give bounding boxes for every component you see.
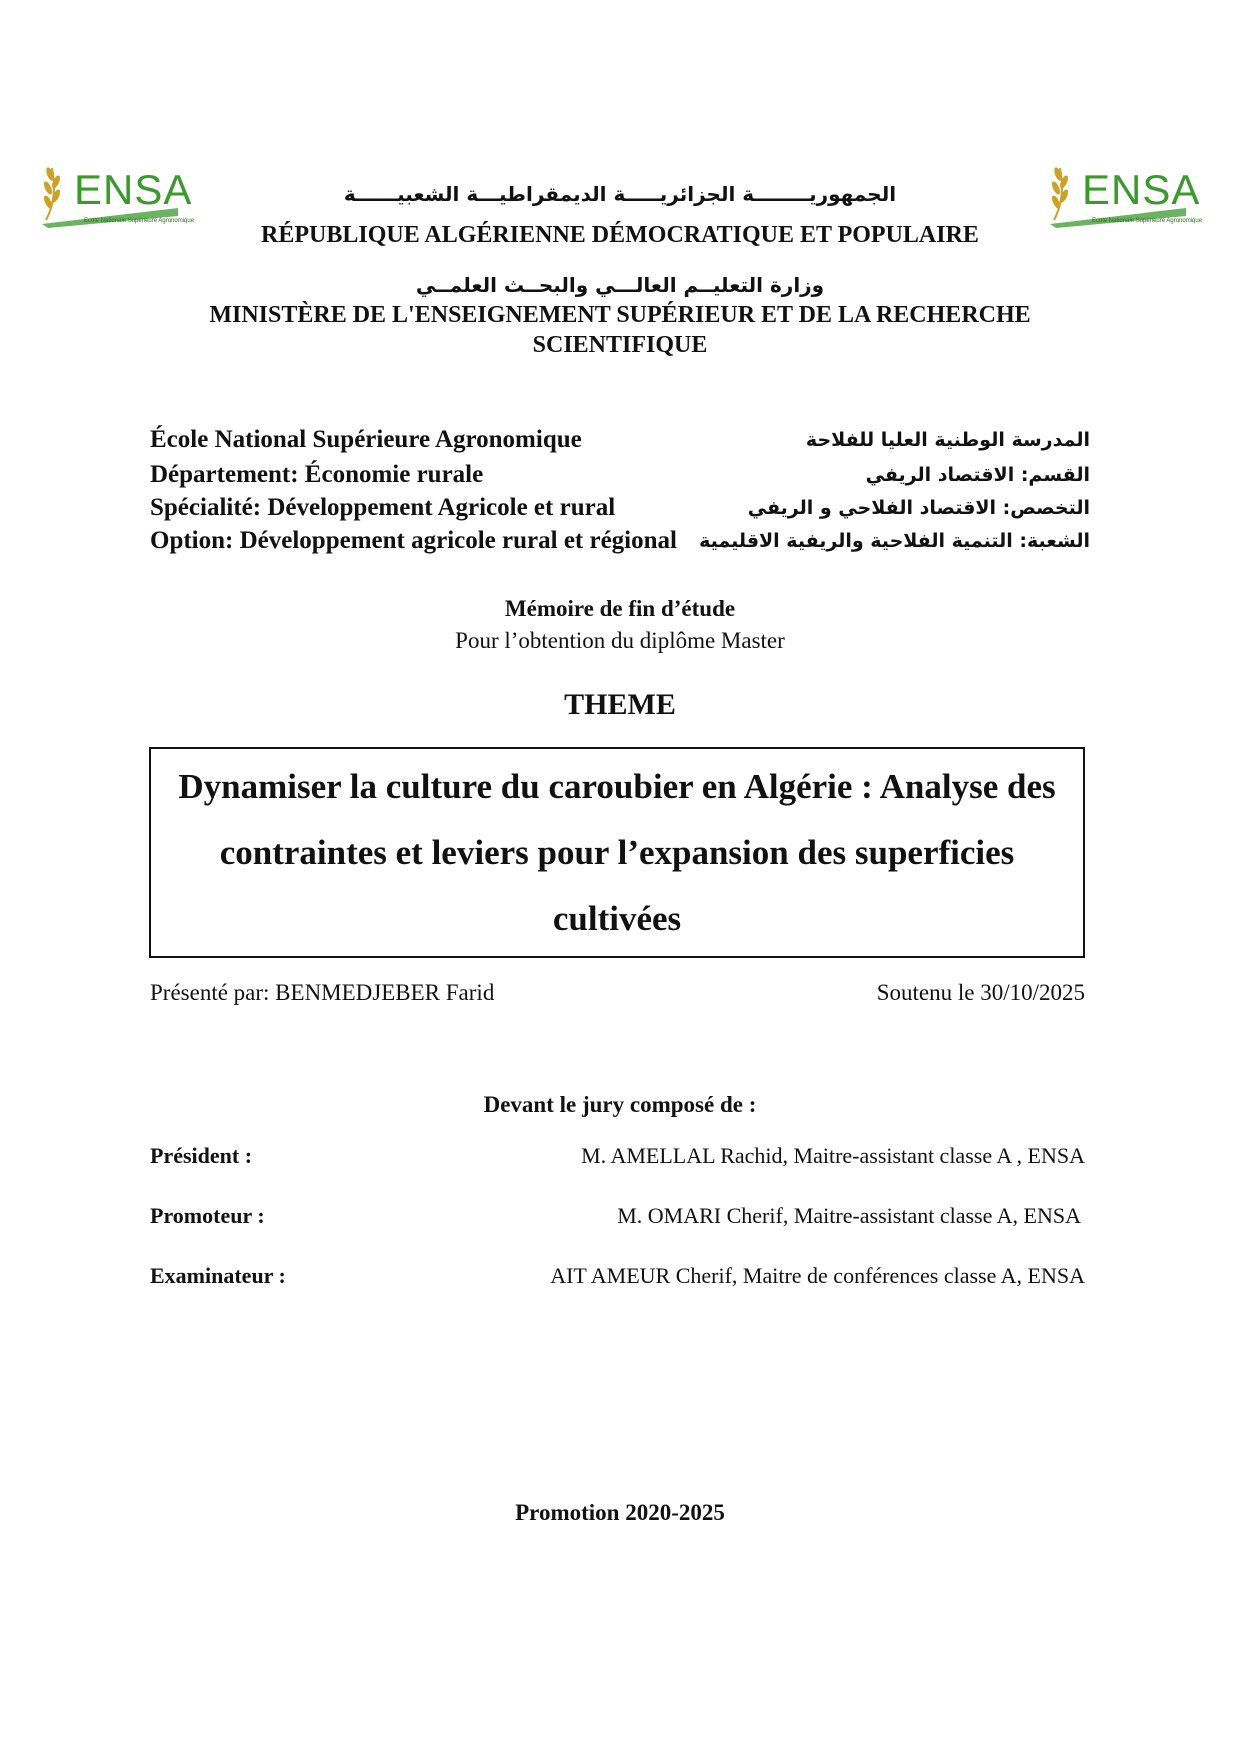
jury-member: AIT AMEUR Cherif, Maitre de conférences classe A, ENSA (550, 1263, 1085, 1288)
specialty-row (150, 494, 1090, 526)
jury-role: Promoteur : (150, 1203, 265, 1228)
jury-member: M. OMARI Cherif, Maitre-assistant classe A, ENSA (617, 1203, 1081, 1228)
ministry-french-line1: MINISTÈRE DE L'ENSEIGNEMENT SUPÉRIEUR ET DE LA RECHERCHE (209, 302, 1031, 328)
school-arabic: المدرسة الوطنية العليا للفلاحة (805, 429, 1090, 451)
school-french: École National Supérieure Agronomique (150, 426, 582, 453)
jury-member: M. AMELLAL Rachid, Maitre-assistant classe A , ENSA (581, 1143, 1085, 1168)
memoir-title: Mémoire de fin d’étude (504, 596, 736, 621)
department-row (150, 461, 1090, 493)
jury-role: Examinateur : (150, 1263, 286, 1288)
theme-box (149, 747, 1085, 958)
theme-title: Dynamiser la culture du caroubier en Algérie : Analyse des contraintes et leviers pour l’expansion des superficies cultivées (178, 766, 1056, 938)
department-french: Département: Économie rurale (150, 461, 484, 488)
jury-role: Président : (150, 1143, 253, 1168)
republic-french: RÉPUBLIQUE ALGÉRIENNE DÉMOCRATIQUE ET POPULAIRE (261, 222, 979, 248)
option-row (150, 527, 1090, 559)
memoir-subtitle: Pour l’obtention du diplôme Master (455, 628, 785, 653)
department-arabic: القسم: الاقتصاد الريفي (865, 464, 1090, 486)
ministry-french-line2: SCIENTIFIQUE (532, 332, 708, 358)
school-row (150, 426, 1090, 458)
defense-date: Soutenu le 30/10/2025 (876, 980, 1085, 1005)
logo-subtitle: Ecole Nationale Supérieure Agronomique (84, 218, 195, 224)
jury-heading: Devant le jury composé de : (483, 1092, 757, 1117)
republic-arabic: الجمهوريــــــــة الجزائريـــــة الديمقراطيـــة الشعبيــــــة (343, 182, 897, 206)
ministry-arabic: وزارة التعليــم العالـــي والبحــث العلمــي (415, 273, 825, 297)
logo-text: ENSA (74, 166, 193, 213)
logo-subtitle: Ecole Nationale Supérieure Agronomique (1092, 218, 1203, 224)
presented-by: Présenté par: BENMEDJEBER Farid (150, 980, 495, 1005)
option-french: Option: Développement agricole rural et régional (150, 527, 677, 554)
theme-label: THEME (564, 688, 676, 721)
option-arabic: الشعبة: التنمية الفلاحية والريفية الاقليمية (699, 530, 1090, 552)
specialty-french: Spécialité: Développement Agricole et rural (150, 494, 616, 521)
logo-text: ENSA (1082, 166, 1201, 213)
promotion: Promotion 2020-2025 (515, 1500, 725, 1525)
specialty-arabic: التخصص: الاقتصاد الفلاحي و الريفي (747, 497, 1090, 519)
